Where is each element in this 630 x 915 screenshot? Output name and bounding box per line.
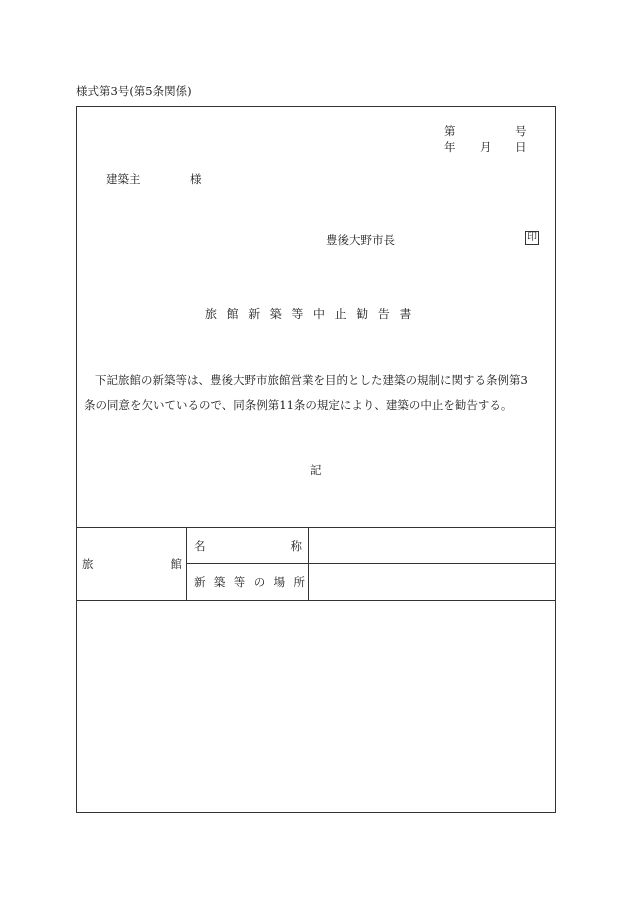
date-month: 月 bbox=[480, 140, 492, 154]
document-title: 旅館新築等中止勧告書 bbox=[205, 307, 422, 321]
date-day: 日 bbox=[515, 140, 527, 154]
location-label: 新築等の場所 bbox=[194, 575, 314, 589]
table-middle-line bbox=[186, 563, 556, 564]
body-line-2: 条の同意を欠いているので、同条例第11条の規定により、建築の中止を勧告する。 bbox=[84, 398, 513, 412]
table-divider-1 bbox=[186, 527, 187, 600]
date-year: 年 bbox=[444, 140, 456, 154]
form-frame bbox=[76, 106, 556, 813]
table-divider-2 bbox=[308, 527, 309, 600]
number-suffix: 号 bbox=[515, 124, 527, 138]
name-label-char-1: 名 bbox=[194, 539, 206, 553]
addressee-label: 建築主 bbox=[106, 172, 141, 186]
seal-stamp: 印 bbox=[527, 232, 537, 243]
number-prefix: 第 bbox=[444, 124, 456, 138]
body-line-1: 下記旅館の新築等は、豊後大野市旅館営業を目的とした建築の規制に関する条例第3 bbox=[95, 373, 528, 387]
addressee-honorific: 様 bbox=[190, 172, 202, 186]
ryokan-row-header bbox=[82, 556, 182, 572]
issuer-name: 豊後大野市長 bbox=[326, 233, 395, 247]
table-top-line bbox=[76, 527, 556, 528]
name-label bbox=[194, 538, 302, 554]
table-bottom-line bbox=[76, 600, 556, 601]
body-text bbox=[84, 368, 552, 418]
form-number-label: 様式第3号(第5条関係) bbox=[76, 84, 192, 98]
ki-heading: 記 bbox=[310, 463, 322, 477]
ryokan-char-2: 館 bbox=[170, 557, 182, 571]
ryokan-char-1: 旅 bbox=[82, 557, 94, 571]
name-label-char-2: 称 bbox=[290, 539, 302, 553]
